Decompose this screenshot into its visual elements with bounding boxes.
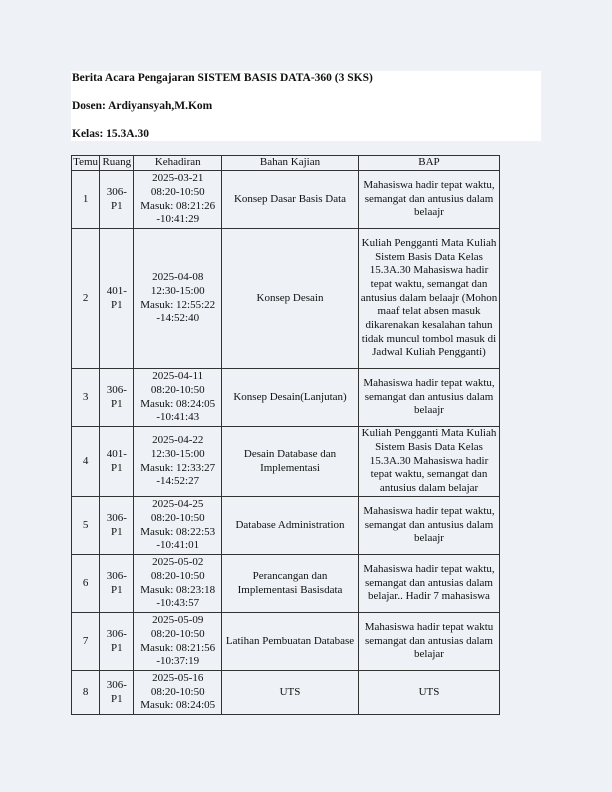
cell-kehadiran	[134, 171, 222, 229]
cell-bap: Kuliah Pengganti Mata Kuliah Sistem Basis Data Kelas 15.3A.30 Mahasiswa hadir tepat waktu, semangat dan antusius dalam belajar	[358, 427, 499, 497]
column-header-bap: BAP	[358, 156, 499, 171]
kehadiran-line: Masuk: 08:21:56	[140, 641, 216, 654]
cell-kehadiran	[134, 369, 222, 427]
bap-table	[71, 155, 500, 715]
kehadiran-line: 2025-04-25	[152, 498, 204, 511]
cell-temu: 6	[72, 555, 100, 613]
cell-temu: 5	[72, 497, 100, 555]
cell-bahan-kajian: Latihan Pembuatan Database	[222, 613, 359, 671]
kehadiran-line: -10:43:57	[156, 597, 200, 610]
class-code: Kelas: 15.3A.30	[72, 128, 149, 140]
kehadiran-line: 2025-04-22	[152, 434, 204, 447]
cell-temu: 3	[72, 369, 100, 427]
cell-temu: 8	[72, 671, 100, 715]
cell-kehadiran	[134, 671, 222, 715]
kehadiran-line: 08:20-10:50	[150, 511, 205, 524]
table-header-row	[72, 156, 500, 171]
kehadiran-line: 2025-03-21	[152, 172, 204, 185]
cell-temu: 4	[72, 427, 100, 497]
kehadiran-line: Masuk: 08:23:18	[140, 583, 216, 596]
cell-ruang: 306-P1	[100, 497, 134, 555]
cell-ruang: 401-P1	[100, 427, 134, 497]
cell-bap: Mahasiswa hadir tepat waktu, semangat dan antusius dalam belaajr	[358, 497, 499, 555]
cell-bahan-kajian: Konsep Dasar Basis Data	[222, 171, 359, 229]
kehadiran-line: -14:52:40	[156, 312, 200, 325]
cell-ruang: 306-P1	[100, 369, 134, 427]
kehadiran-line: Masuk: 12:33:27	[140, 461, 216, 474]
document-title: Berita Acara Pengajaran SISTEM BASIS DATA-360 (3 SKS)	[72, 72, 373, 84]
table-row	[72, 497, 500, 555]
kehadiran-line: 08:20-10:50	[150, 569, 205, 582]
kehadiran-line: -10:41:29	[156, 213, 200, 226]
table-row	[72, 671, 500, 715]
cell-bahan-kajian: Perancangan dan Implementasi Basisdata	[222, 555, 359, 613]
column-header-ruang: Ruang	[100, 156, 134, 171]
cell-temu: 7	[72, 613, 100, 671]
kehadiran-line: -14:52:27	[156, 475, 200, 488]
table-row	[72, 171, 500, 229]
cell-kehadiran	[134, 229, 222, 369]
kehadiran-line: Masuk: 08:24:05	[140, 699, 216, 712]
kehadiran-line: -10:41:01	[156, 539, 200, 552]
cell-ruang: 306-P1	[100, 671, 134, 715]
kehadiran-line: -10:37:19	[156, 655, 200, 668]
table-row	[72, 555, 500, 613]
cell-bap: Mahasiswa hadir tepat waktu, semangat dan antusias dalam belajar.. Hadir 7 mahasiswa	[358, 555, 499, 613]
cell-kehadiran	[134, 497, 222, 555]
cell-ruang: 401-P1	[100, 229, 134, 369]
kehadiran-line: 08:20-10:50	[150, 685, 205, 698]
cell-ruang: 306-P1	[100, 171, 134, 229]
table-row	[72, 613, 500, 671]
cell-temu: 1	[72, 171, 100, 229]
kehadiran-line: -10:41:43	[156, 411, 200, 424]
cell-ruang: 306-P1	[100, 555, 134, 613]
cell-bap: Mahasiswa hadir tepat waktu, semangat dan antusius dalam belaajr	[358, 369, 499, 427]
cell-kehadiran	[134, 613, 222, 671]
kehadiran-line: 2025-05-02	[152, 556, 204, 569]
cell-kehadiran	[134, 555, 222, 613]
cell-bahan-kajian: Konsep Desain	[222, 229, 359, 369]
kehadiran-line: 12:30-15:00	[150, 284, 205, 297]
cell-bahan-kajian: Database Administration	[222, 497, 359, 555]
table-row	[72, 229, 500, 369]
column-header-bahan-kajian: Bahan Kajian	[222, 156, 359, 171]
kehadiran-line: 2025-04-08	[152, 271, 204, 284]
kehadiran-line: Masuk: 08:24:05	[140, 397, 216, 410]
kehadiran-line: 12:30-15:00	[150, 447, 205, 460]
cell-bap: Kuliah Pengganti Mata Kuliah Sistem Basis Data Kelas 15.3A.30 Mahasiswa hadir tepat waktu, semangat dan antusius dalam belaajr (Mohon maaf telat absen masuk dikarenakan kesalahan tahun tidak muncul tombol masuk di Jadwal Kuliah Pengganti)	[358, 229, 499, 369]
lecturer-name: Dosen: Ardiyansyah,M.Kom	[72, 100, 213, 112]
cell-bap: Mahasiswa hadir tepat waktu, semangat dan antusius dalam belaajr	[358, 171, 499, 229]
cell-bap: Mahasiswa hadir tepat waktu semangat dan antusias dalam belajar	[358, 613, 499, 671]
cell-temu: 2	[72, 229, 100, 369]
cell-bahan-kajian: UTS	[222, 671, 359, 715]
cell-bahan-kajian: Desain Database dan Implementasi	[222, 427, 359, 497]
table-row	[72, 369, 500, 427]
kehadiran-line: Masuk: 08:21:26	[140, 199, 216, 212]
kehadiran-line: 2025-05-09	[152, 614, 204, 627]
cell-kehadiran	[134, 427, 222, 497]
kehadiran-line: Masuk: 08:22:53	[140, 525, 216, 538]
cell-bap: UTS	[358, 671, 499, 715]
column-header-temu: Temu	[72, 156, 100, 171]
cell-ruang: 306-P1	[100, 613, 134, 671]
kehadiran-line: 08:20-10:50	[150, 185, 205, 198]
table-row	[72, 427, 500, 497]
table-body	[72, 171, 500, 715]
kehadiran-line: 08:20-10:50	[150, 627, 205, 640]
kehadiran-line: Masuk: 12:55:22	[140, 298, 216, 311]
cell-bahan-kajian: Konsep Desain(Lanjutan)	[222, 369, 359, 427]
column-header-kehadiran: Kehadiran	[134, 156, 222, 171]
kehadiran-line: 08:20-10:50	[150, 383, 205, 396]
kehadiran-line: 2025-05-16	[152, 671, 204, 684]
kehadiran-line: 2025-04-11	[152, 370, 204, 383]
